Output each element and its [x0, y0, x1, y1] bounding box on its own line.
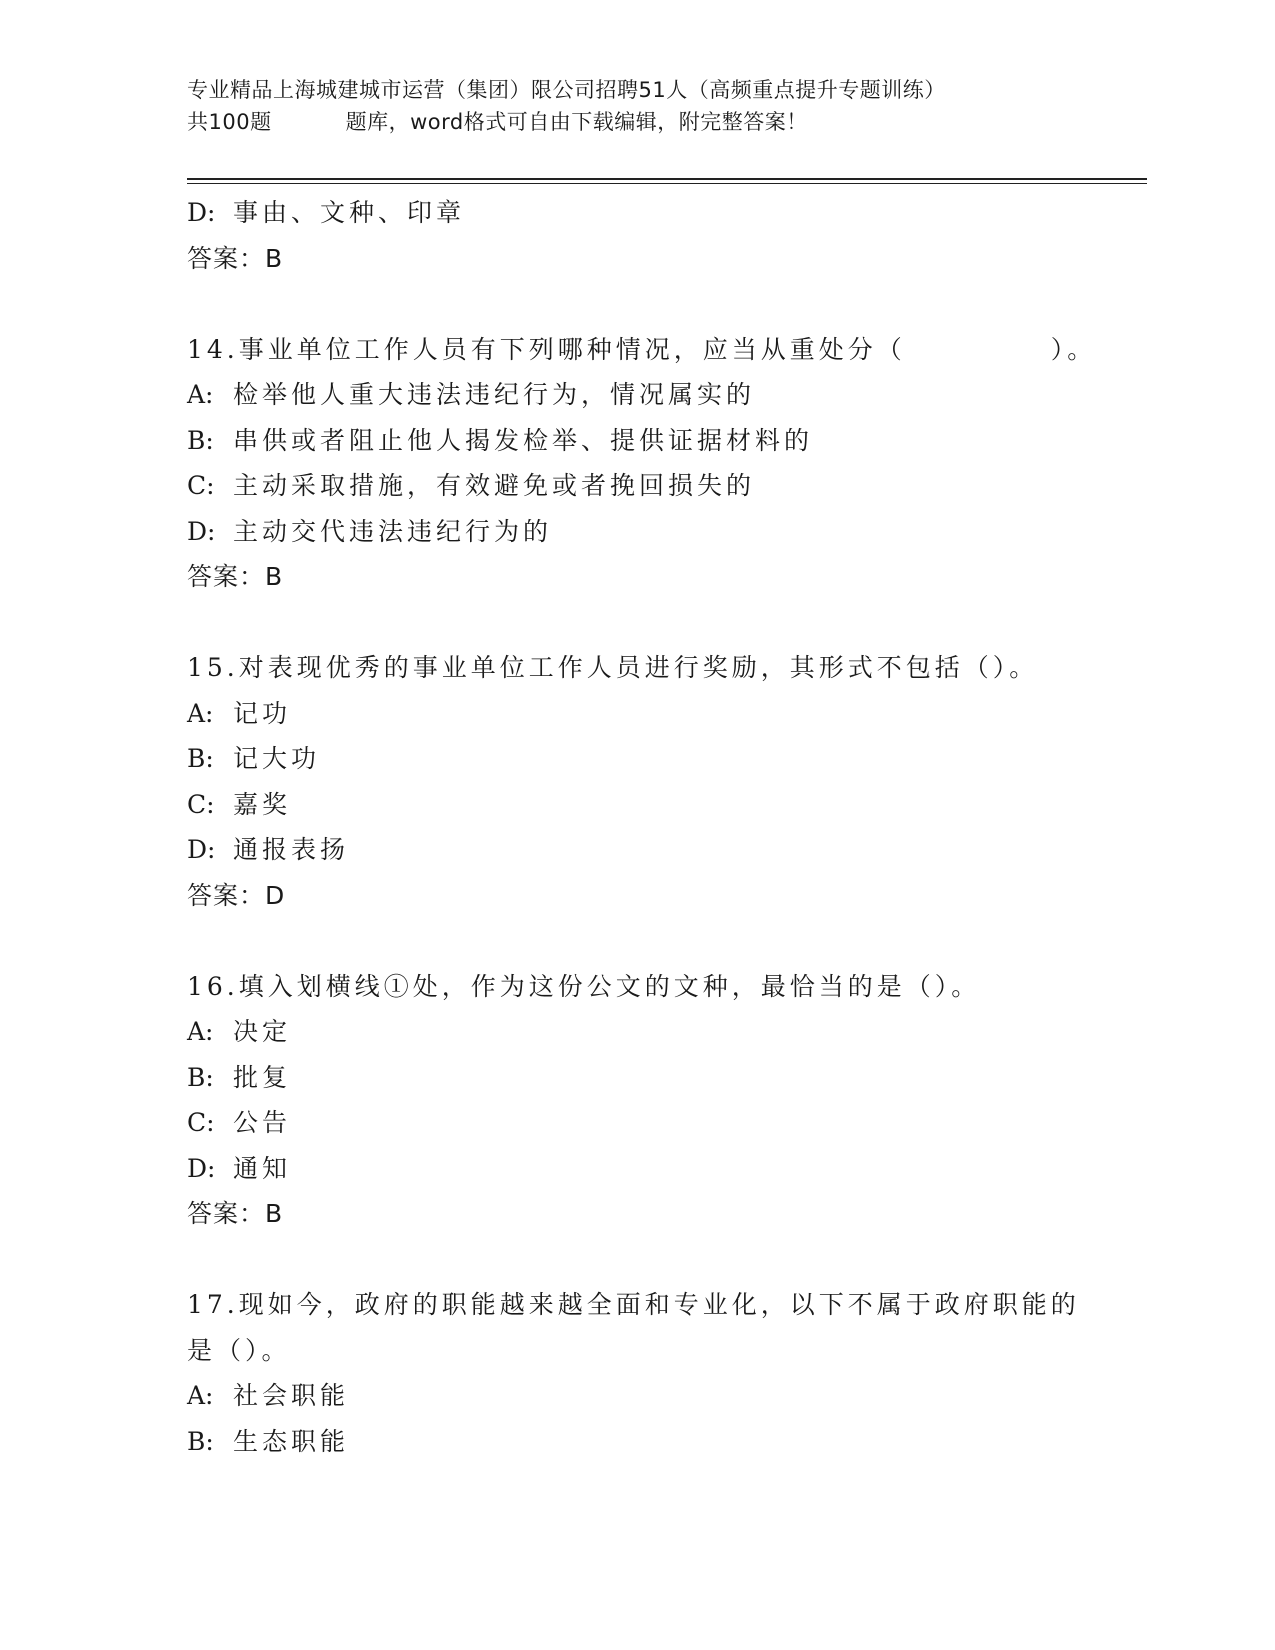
option-text: 记功: [233, 698, 292, 728]
option-c: [187, 463, 1087, 509]
option-label: D:: [187, 1153, 216, 1183]
option-label: D:: [187, 198, 216, 227]
question-stem-17-line2: 是（）。: [187, 1335, 291, 1365]
option-text: 事由、文种、印章: [233, 198, 466, 227]
option-text: 批复: [233, 1062, 292, 1092]
question-stem-16: 16.填入划横线①处，作为这份公文的文种，最恰当的是（）。: [187, 971, 981, 1001]
answer: 答案：B: [187, 1199, 284, 1228]
page-header: [187, 74, 1147, 138]
option-label: A:: [187, 1017, 214, 1046]
header-subtitle: 题库，word格式可自由下载编辑，附完整答案！: [345, 110, 808, 134]
option-a: [187, 691, 1087, 737]
option-d: [187, 1146, 1087, 1192]
option-text: 通知: [233, 1153, 292, 1183]
option-a: [187, 1373, 1087, 1419]
option-text: 记大功: [233, 744, 321, 773]
option-text: 嘉奖: [233, 789, 292, 819]
option-label: A:: [187, 1381, 214, 1410]
header-divider-thick: [187, 178, 1147, 180]
option-a: [187, 372, 1087, 418]
option-text: 社会职能: [233, 1381, 350, 1410]
option-d: [187, 827, 1087, 873]
answer: 答案：B: [187, 562, 284, 591]
question-stem-15: 15.对表现优秀的事业单位工作人员进行奖励，其形式不包括（）。: [187, 653, 1039, 682]
option-text: 生态职能: [233, 1426, 350, 1456]
option-label: C:: [187, 1108, 215, 1137]
answer: 答案：D: [187, 880, 286, 910]
option-label: D:: [187, 835, 216, 864]
option-b: [187, 1055, 1087, 1101]
option-label: A:: [187, 380, 214, 409]
option-d: [187, 509, 1087, 555]
option-c: [187, 782, 1087, 828]
option-text: 公告: [233, 1108, 292, 1137]
option-label: B:: [187, 1426, 214, 1456]
option-d: [187, 190, 1087, 236]
option-label: C:: [187, 471, 215, 500]
option-label: B:: [187, 1062, 214, 1092]
question-content: [187, 190, 1097, 1464]
option-text: 检举他人重大违法违纪行为，情况属实的: [233, 380, 756, 409]
question-stem-14: 14.事业单位工作人员有下列哪种情况，应当从重处分（ ）。: [187, 334, 1097, 364]
option-label: A:: [187, 698, 214, 728]
question-stem-17-line1: 17.现如今，政府的职能越来越全面和专业化，以下不属于政府职能的: [187, 1290, 1080, 1319]
option-text: 主动采取措施，有效避免或者挽回损失的: [233, 471, 756, 500]
header-question-count: 共100题: [187, 110, 272, 134]
option-text: 通报表扬: [233, 835, 350, 864]
option-a: [187, 1009, 1087, 1055]
option-text: 决定: [233, 1017, 292, 1046]
answer: 答案：B: [187, 243, 284, 273]
option-label: D:: [187, 516, 216, 546]
option-label: B:: [187, 744, 214, 773]
option-b: [187, 1419, 1087, 1465]
header-title-line1: 专业精品上海城建城市运营（集团）限公司招聘51人（高频重点提升专题训练）: [187, 78, 946, 102]
header-title-line2: [187, 106, 1147, 138]
option-text: 主动交代违法违纪行为的: [233, 516, 553, 546]
option-c: [187, 1100, 1087, 1146]
option-b: [187, 736, 1087, 782]
option-b: [187, 418, 1087, 464]
option-label: B:: [187, 425, 214, 455]
option-label: C:: [187, 789, 215, 819]
option-text: 串供或者阻止他人揭发检举、提供证据材料的: [233, 425, 814, 455]
header-divider-thin: [187, 183, 1147, 184]
